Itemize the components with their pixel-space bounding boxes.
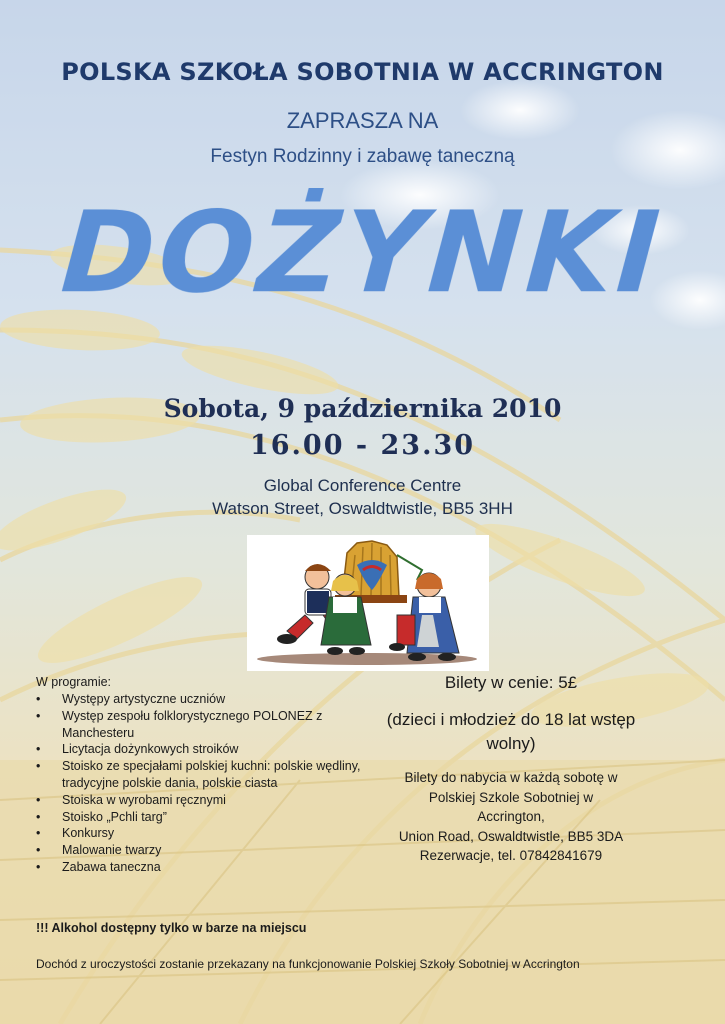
ticket-info-line: Rezerwacje, tel. 07842841679 bbox=[419, 848, 603, 863]
event-date: Sobota, 9 października 2010 bbox=[163, 394, 562, 423]
venue-name: Global Conference Centre bbox=[263, 476, 462, 495]
list-item: • Stoisko ze specjałami polskiej kuchni: polskie wędliny, tradycyjne polskie dania, polskie ciasta bbox=[36, 758, 366, 792]
program-section bbox=[36, 675, 366, 876]
venue-address: Watson Street, Oswaldtwistle, BB5 3HH bbox=[212, 499, 513, 518]
ticket-info-line: Union Road, Oswaldtwistle, BB5 3DA bbox=[398, 828, 624, 844]
harvest-dancers-illustration bbox=[247, 535, 489, 671]
ticket-info-line: Polskiej Szkole Sobotniej w bbox=[428, 789, 594, 805]
ticket-info bbox=[380, 768, 642, 866]
list-item: • Zabawa taneczna bbox=[36, 859, 366, 876]
school-name: POLSKA SZKOŁA SOBOTNIA W ACCRINGTON bbox=[61, 58, 664, 86]
list-item: • Malowanie twarzy bbox=[36, 842, 366, 859]
ticket-price: Bilety w cenie: 5£ bbox=[444, 673, 578, 692]
event-title: DOŻYNKI bbox=[57, 188, 668, 318]
alcohol-notice: !!! Alkohol dostępny tylko w barze na miejscu bbox=[36, 921, 307, 935]
invites-text: ZAPRASZA NA bbox=[286, 108, 439, 133]
event-description: Festyn Rodzinny i zabawę taneczną bbox=[210, 146, 515, 167]
list-item: • Występy artystyczne uczniów bbox=[36, 691, 366, 708]
event-time: 16.00 - 23.30 bbox=[249, 430, 476, 461]
ticket-info-line: Bilety do nabycia w każdą sobotę w bbox=[404, 770, 618, 785]
program-heading: W programie: bbox=[36, 675, 112, 689]
income-notice: Dochód z uroczystości zostanie przekazany na funkcjonowanie Polskiej Szkoły Sobotniej w Accrington bbox=[36, 957, 580, 971]
list-item: • Stoisko „Pchli targ” bbox=[36, 809, 366, 826]
ticket-info-line: Accrington, bbox=[477, 809, 545, 824]
list-item: • Licytacja dożynkowych stroików bbox=[36, 741, 366, 758]
list-item: • Stoiska w wyrobami ręcznymi bbox=[36, 792, 366, 809]
ticket-discount: (dzieci i młodzież do 18 lat wstęp wolny) bbox=[386, 710, 636, 753]
list-item: • Występ zespołu folklorystycznego POLONEZ z Manchesteru bbox=[36, 708, 366, 742]
list-item: • Konkursy bbox=[36, 825, 366, 842]
program-list bbox=[36, 691, 366, 876]
